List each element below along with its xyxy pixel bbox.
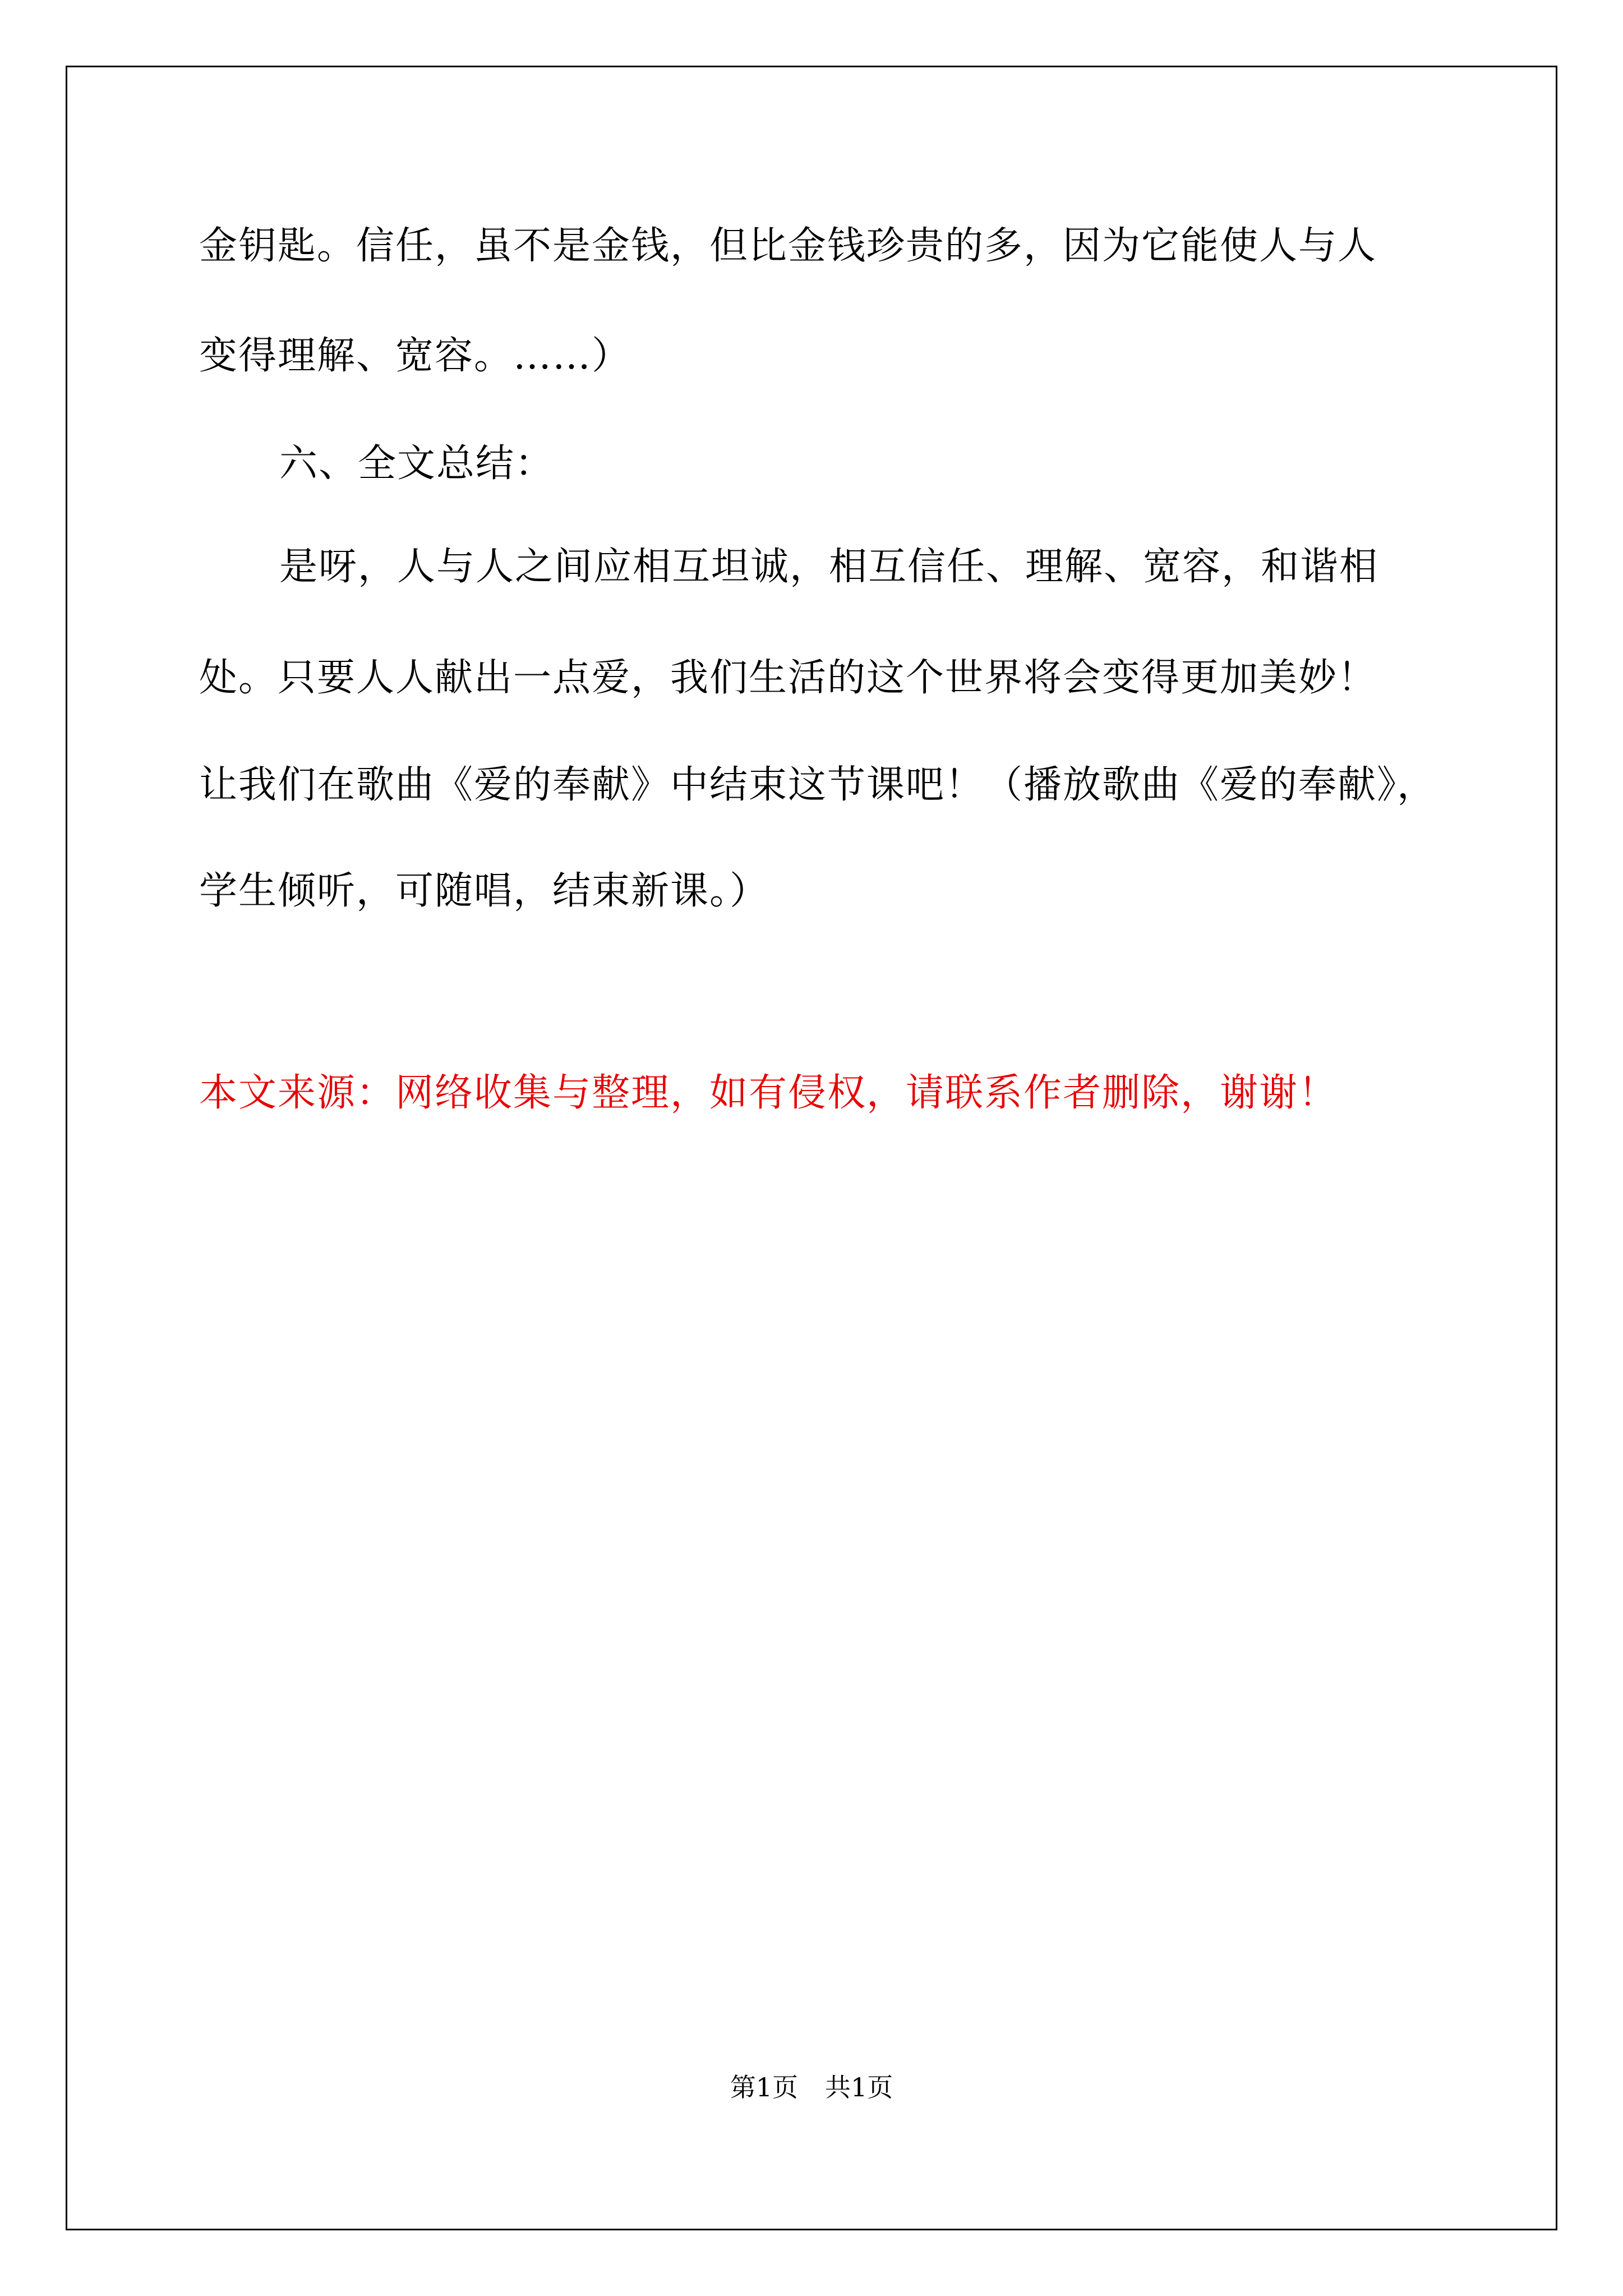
page-number-total: 共1页 — [825, 2072, 893, 2102]
paragraph-line-5: 处。只要人人献出一点爱，我们生活的这个世界将会变得更加美妙！ — [199, 656, 1377, 700]
paragraph-line-2: 变得理解、宽容。……） — [199, 334, 631, 378]
page-footer — [0, 2074, 1623, 2100]
paragraph-line-7: 学生倾听，可随唱，结束新课。） — [199, 869, 769, 913]
paragraph-line-4: 是呀，人与人之间应相互坦诚，相互信任、理解、宽容，和谐相 — [279, 545, 1379, 589]
paragraph-line-6: 让我们在歌曲《爱的奉献》中结束这节课吧！（播放歌曲《爱的奉献》， — [199, 763, 1437, 807]
page-number-current: 第1页 — [730, 2072, 798, 2102]
section-heading-summary: 六、全文总结： — [279, 441, 555, 486]
page-border — [66, 66, 1557, 2230]
paragraph-line-1: 金钥匙。信任，虽不是金钱，但比金钱珍贵的多，因为它能使人与人 — [199, 224, 1377, 268]
source-note: 本文来源：网络收集与整理，如有侵权，请联系作者删除，谢谢！ — [199, 1071, 1338, 1115]
